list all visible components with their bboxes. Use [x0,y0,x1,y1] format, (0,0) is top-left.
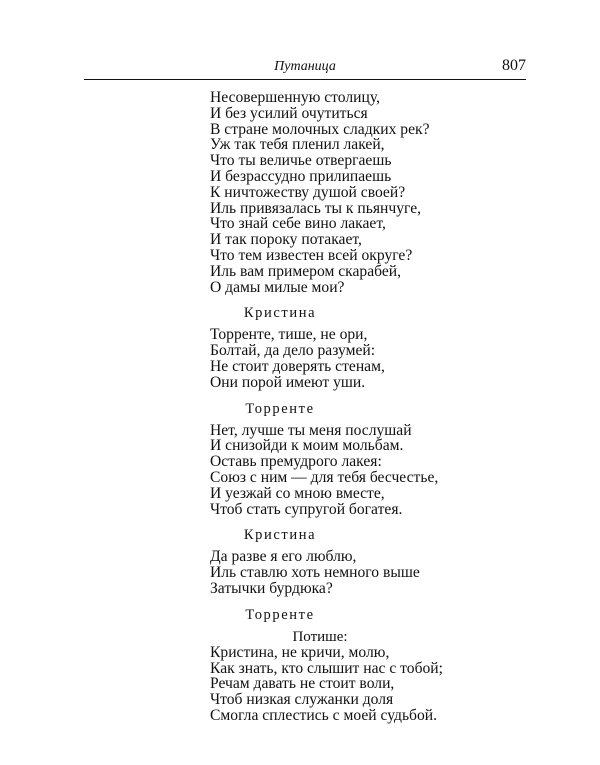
verse-line: Да разве я его люблю, [210,548,357,566]
stage-direction: Потише: [292,628,348,645]
verse-line: К ничтожеству душой своей? [210,183,406,201]
verse-line: И безрассудно прилипаешь [210,167,392,185]
running-head [84,58,526,78]
verse-line: Кристина, не кричи, молю, [210,643,390,661]
stanza-4 [210,549,540,596]
speaker-name: Торренте [245,400,315,417]
speaker-name: Кристина [243,305,317,322]
stanza-1 [210,90,540,295]
verse-line: Смогла сплестись с моей судьбой. [210,706,438,724]
verse-line: Торренте, тише, не ори, [210,326,368,344]
verse-line: Нет, лучше ты меня послушай [210,421,412,439]
verse-line: Что ты величье отвергаешь [210,152,392,170]
verse-line: Речам давать не стоит воли, [210,675,395,693]
speaker-name: Кристина [243,527,317,544]
verse-line: Несовершенную столицу, [210,89,380,106]
verse-line: В стране молочных сладких рек? [210,120,430,138]
stanza-2 [210,327,540,390]
verse-line: Затычки бурдюка? [210,579,333,597]
speaker-name: Торренте [245,606,315,623]
verse-text [210,90,540,724]
verse-line: Иль привязалась ты к пьянчуге, [210,199,422,217]
stanza-3 [210,423,540,518]
verse-line: Оставь премудрого лакея: [210,453,382,471]
stanza-5 [210,645,540,724]
verse-line: И уезжай со мною вместе, [210,484,385,502]
verse-line: Что знай себе вино лакает, [210,215,386,233]
verse-line: И так пороку потакает, [210,231,362,249]
page-number: 807 [502,57,526,74]
verse-line: Чтоб стать супругой богатея. [210,500,403,518]
verse-line: Чтоб низкая служанки доля [210,691,394,709]
verse-line: О дамы милые мои? [210,278,345,296]
verse-line: Уж так тебя пленил лакей, [210,136,385,154]
verse-line: Болтай, да дело разумей: [210,342,376,360]
running-title: Путаница [274,59,336,74]
verse-line: Что тем известен всей округе? [210,246,413,264]
verse-line: Союз с ним — для тебя бесчестье, [210,468,439,486]
verse-line: Как знать, кто слышит нас с тобой; [210,659,443,677]
verse-line: Иль вам примером скарабей, [210,262,402,280]
verse-line: И без усилий очутиться [210,104,368,122]
verse-line: И снизойди к моим мольбам. [210,437,404,455]
verse-line: Иль ставлю хоть немного выше [210,564,420,582]
header-rule [84,79,526,80]
verse-line: Они порой имеют уши. [210,373,366,391]
verse-line: Не стоит доверять стенам, [210,357,385,375]
